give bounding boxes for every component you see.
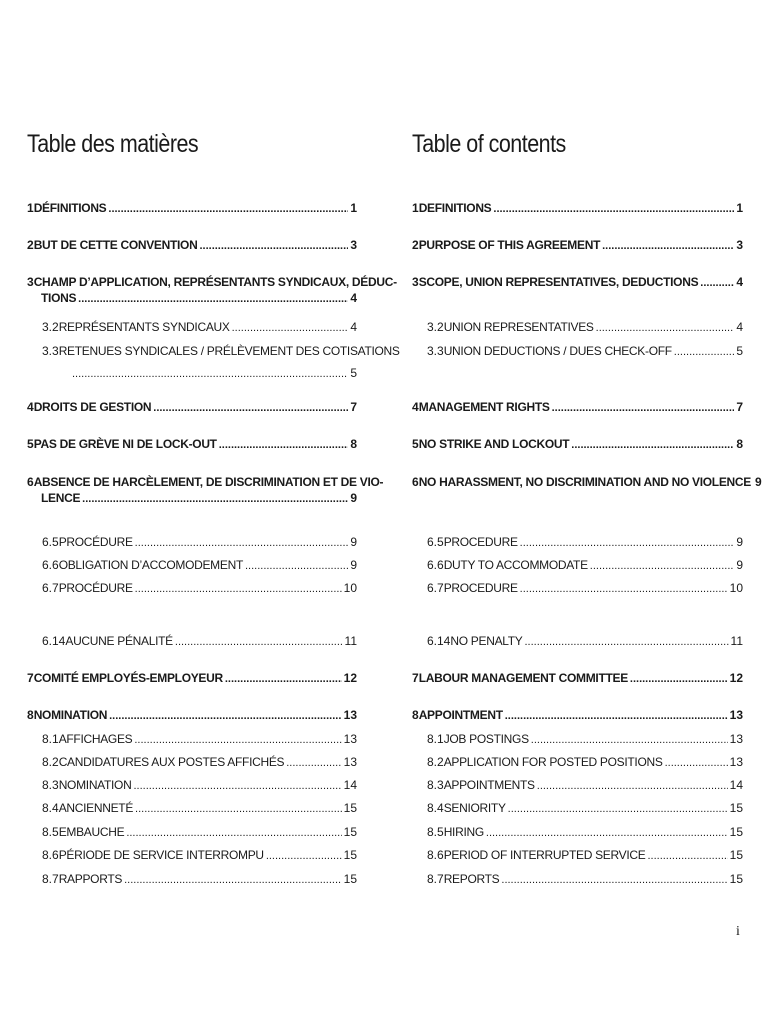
entry-page: 7 <box>350 400 357 414</box>
toc-entry-8-6[interactable] <box>27 847 357 864</box>
toc-entry-1[interactable] <box>412 200 743 217</box>
entry-page: 8 <box>350 437 357 451</box>
entry-label-line2: LENCE <box>41 491 81 505</box>
entry-page: 4 <box>736 320 743 334</box>
entry-number: 3 <box>27 275 34 289</box>
entry-number: 8 <box>27 708 34 722</box>
toc-entry-6[interactable] <box>412 474 762 491</box>
entry-label: SENIORITY <box>443 801 506 815</box>
toc-entry-4[interactable] <box>412 399 743 416</box>
entry-page: 9 <box>350 558 357 572</box>
entry-page: 10 <box>343 581 357 595</box>
entry-page: 12 <box>729 671 743 685</box>
entry-label: DÉFINITIONS <box>33 201 107 215</box>
entry-label: PROCÉDURE <box>58 581 133 595</box>
dot-leader <box>508 800 728 817</box>
entry-number: 8.5 <box>427 825 444 839</box>
entry-label: NO HARASSMENT, NO DISCRIMINATION AND NO VIOLENCE <box>418 475 751 489</box>
toc-entry-8-1[interactable] <box>412 731 743 748</box>
toc-entry-6-5[interactable] <box>412 534 743 551</box>
toc-entry-6-5[interactable] <box>27 534 357 551</box>
entry-page: 3 <box>736 238 743 252</box>
entry-number: 1 <box>27 201 34 215</box>
entry-page: 9 <box>350 491 357 505</box>
dot-leader <box>134 731 341 748</box>
entry-page: 15 <box>729 872 743 886</box>
entry-number: 8.7 <box>427 872 444 886</box>
dot-leader <box>108 200 348 217</box>
entry-number: 6.5 <box>42 535 59 549</box>
entry-label: HIRING <box>443 825 484 839</box>
entry-label: RETENUES SYNDICALES / PRÉLÈVEMENT DES COTISATIONS <box>58 344 400 358</box>
entry-label: APPLICATION FOR POSTED POSITIONS <box>443 755 663 769</box>
dot-leader <box>674 343 735 360</box>
dot-leader <box>135 534 349 551</box>
entry-page: 13 <box>343 732 357 746</box>
entry-number: 8.1 <box>42 732 59 746</box>
dot-leader <box>520 534 735 551</box>
entry-number: 8.6 <box>42 848 59 862</box>
entry-page: 15 <box>729 848 743 862</box>
toc-entry-6-14[interactable] <box>412 633 743 650</box>
toc-entry-6-6[interactable] <box>27 557 357 574</box>
dot-leader <box>665 754 728 771</box>
toc-entry-8-2[interactable] <box>27 754 357 771</box>
dot-leader <box>225 670 342 687</box>
toc-entry-3-2[interactable] <box>412 319 743 336</box>
entry-number: 3.2 <box>42 320 59 334</box>
entry-page: 11 <box>730 634 743 648</box>
entry-number: 8.4 <box>427 801 444 815</box>
toc-entry-8-4[interactable] <box>412 800 743 817</box>
entry-label: ANCIENNETÉ <box>58 801 134 815</box>
dot-leader <box>590 557 735 574</box>
toc-title-french: Table des matières <box>27 130 199 158</box>
dot-leader <box>700 274 734 291</box>
entry-label: PÉRIODE DE SERVICE INTERROMPU <box>58 848 264 862</box>
entry-number: 4 <box>412 400 419 414</box>
dot-leader <box>72 365 348 382</box>
toc-entry-8-2[interactable] <box>412 754 743 771</box>
toc-entry-1[interactable] <box>27 200 357 217</box>
entry-label-line1: ABSENCE DE HARCÈLEMENT, DE DISCRIMINATION ET DE VIO- <box>33 475 384 489</box>
dot-leader <box>266 847 342 864</box>
toc-entry-3[interactable] <box>27 274 397 307</box>
entry-number: 6.7 <box>42 581 59 595</box>
dot-leader <box>153 399 348 416</box>
entry-number: 8.1 <box>427 732 444 746</box>
entry-number: 7 <box>412 671 419 685</box>
entry-number: 8.2 <box>427 755 444 769</box>
toc-entry-8[interactable] <box>27 707 357 724</box>
dot-leader <box>135 580 342 597</box>
toc-entry-3-2[interactable] <box>27 319 357 336</box>
entry-label-line1: CHAMP D’APPLICATION, REPRÉSENTANTS SYNDICAUX, DÉDUC- <box>33 275 397 289</box>
entry-number: 6.7 <box>427 581 444 595</box>
dot-leader <box>647 847 727 864</box>
dot-leader <box>486 824 728 841</box>
dot-leader <box>124 871 342 888</box>
dot-leader <box>78 290 348 307</box>
entry-page: 15 <box>343 825 357 839</box>
dot-leader <box>175 633 343 650</box>
dot-leader <box>109 707 342 724</box>
entry-number: 8.5 <box>42 825 59 839</box>
entry-page: 1 <box>350 201 357 215</box>
entry-number: 8.6 <box>427 848 444 862</box>
entry-label: APPOINTMENT <box>418 708 503 722</box>
entry-label: OBLIGATION D’ACCOMODEMENT <box>58 558 243 572</box>
toc-entry-5[interactable] <box>412 436 743 453</box>
entry-label: PERIOD OF INTERRUPTED SERVICE <box>443 848 646 862</box>
page-number: i <box>736 924 740 939</box>
entry-page: 9 <box>736 535 743 549</box>
entry-number: 8.3 <box>427 778 444 792</box>
toc-entry-8-3[interactable] <box>27 777 357 794</box>
toc-entry-7[interactable] <box>27 670 357 687</box>
entry-page: 13 <box>729 755 743 769</box>
entry-label: MANAGEMENT RIGHTS <box>418 400 550 414</box>
toc-entry-8-7[interactable] <box>27 871 357 888</box>
entry-label: CANDIDATURES AUX POSTES AFFICHÉS <box>58 755 285 769</box>
entry-page: 5 <box>350 366 357 380</box>
entry-page: 7 <box>736 400 743 414</box>
entry-page: 4 <box>350 291 357 305</box>
dot-leader <box>126 824 341 841</box>
entry-number: 8.4 <box>42 801 59 815</box>
entry-label: UNION DEDUCTIONS / DUES CHECK-OFF <box>443 344 672 358</box>
toc-entry-7[interactable] <box>412 670 743 687</box>
entry-label: NOMINATION <box>58 778 132 792</box>
entry-page: 12 <box>343 671 357 685</box>
entry-number: 5 <box>27 437 34 451</box>
toc-entry-6-6[interactable] <box>412 557 743 574</box>
entry-number: 2 <box>412 238 419 252</box>
toc-entry-4[interactable] <box>27 399 357 416</box>
entry-label: UNION REPRESENTATIVES <box>443 320 594 334</box>
entry-page: 9 <box>736 558 743 572</box>
dot-leader <box>537 777 728 794</box>
entry-label: LABOUR MANAGEMENT COMMITTEE <box>418 671 628 685</box>
entry-number: 6.5 <box>427 535 444 549</box>
entry-label-line2: TIONS <box>41 291 77 305</box>
entry-page: 13 <box>729 732 743 746</box>
entry-number: 6.6 <box>42 558 59 572</box>
entry-page: 14 <box>729 778 743 792</box>
entry-page: 15 <box>343 801 357 815</box>
dot-leader <box>596 319 735 336</box>
entry-label: DROITS DE GESTION <box>33 400 152 414</box>
entry-page: 9 <box>350 535 357 549</box>
entry-label: BUT DE CETTE CONVENTION <box>33 238 198 252</box>
entry-number: 8.2 <box>42 755 59 769</box>
entry-page: 5 <box>736 344 743 358</box>
dot-leader <box>232 319 349 336</box>
entry-page: 10 <box>729 581 743 595</box>
entry-label: COMITÉ EMPLOYÉS-EMPLOYEUR <box>33 671 223 685</box>
entry-label: AFFICHAGES <box>58 732 133 746</box>
entry-label: EMBAUCHE <box>58 825 125 839</box>
toc-entry-3-3[interactable] <box>412 343 743 360</box>
entry-number: 6.14 <box>42 634 66 648</box>
toc-entry-6-14[interactable] <box>27 633 357 650</box>
entry-number: 4 <box>27 400 34 414</box>
toc-entry-8[interactable] <box>412 707 743 724</box>
toc-entry-3[interactable] <box>412 274 743 291</box>
entry-number: 6.6 <box>427 558 444 572</box>
entry-label: REPORTS <box>443 872 500 886</box>
dot-leader <box>531 731 728 748</box>
toc-entry-8-4[interactable] <box>27 800 357 817</box>
entry-number: 3.2 <box>427 320 444 334</box>
entry-label: SCOPE, UNION REPRESENTATIVES, DEDUCTIONS <box>418 275 699 289</box>
toc-entry-8-7[interactable] <box>412 871 743 888</box>
dot-leader <box>82 490 348 507</box>
entry-label: APPOINTMENTS <box>443 778 535 792</box>
entry-number: 8 <box>412 708 419 722</box>
dot-leader <box>133 777 341 794</box>
entry-page: 13 <box>729 708 743 722</box>
toc-entry-8-1[interactable] <box>27 731 357 748</box>
toc-entry-8-6[interactable] <box>412 847 743 864</box>
entry-label: PURPOSE OF THIS AGREEMENT <box>418 238 601 252</box>
dot-leader <box>552 399 735 416</box>
entry-number: 6 <box>412 475 419 489</box>
entry-page: 3 <box>350 238 357 252</box>
dot-leader <box>135 800 342 817</box>
entry-label: PROCEDURE <box>443 535 518 549</box>
toc-entry-6-7[interactable] <box>412 580 743 597</box>
toc-entry-3-3[interactable] <box>27 343 400 382</box>
entry-number: 7 <box>27 671 34 685</box>
entry-label: PROCEDURE <box>443 581 518 595</box>
entry-page: 15 <box>343 872 357 886</box>
entry-page: 15 <box>729 801 743 815</box>
entry-number: 1 <box>412 201 419 215</box>
entry-label: DEFINITIONS <box>418 201 492 215</box>
dot-leader <box>501 871 727 888</box>
entry-label: NOMINATION <box>33 708 108 722</box>
entry-page: 4 <box>350 320 357 334</box>
entry-label: REPRÉSENTANTS SYNDICAUX <box>58 320 230 334</box>
entry-number: 5 <box>412 437 419 451</box>
dot-leader <box>630 670 728 687</box>
toc-title-english: Table of contents <box>412 130 566 158</box>
entry-page: 13 <box>343 755 357 769</box>
entry-label: AUCUNE PÉNALITÉ <box>65 634 173 648</box>
dot-leader <box>286 754 341 771</box>
entry-page: 15 <box>343 848 357 862</box>
entry-label: JOB POSTINGS <box>443 732 529 746</box>
entry-number: 3.3 <box>427 344 444 358</box>
entry-page: 1 <box>736 201 743 215</box>
entry-page: 9 <box>754 475 762 489</box>
entry-number: 6 <box>27 475 34 489</box>
entry-number: 8.7 <box>42 872 59 886</box>
dot-leader <box>493 200 734 217</box>
entry-number: 8.3 <box>42 778 59 792</box>
entry-page: 11 <box>344 634 357 648</box>
toc-entry-8-5[interactable] <box>27 824 357 841</box>
dot-leader <box>245 557 348 574</box>
toc-entry-8-5[interactable] <box>412 824 743 841</box>
dot-leader <box>199 237 348 254</box>
toc-entry-6-7[interactable] <box>27 580 357 597</box>
dot-leader <box>505 707 728 724</box>
dot-leader <box>525 633 729 650</box>
entry-number: 2 <box>27 238 34 252</box>
dot-leader <box>520 580 728 597</box>
entry-number: 3 <box>412 275 419 289</box>
entry-number: 3.3 <box>42 344 59 358</box>
entry-number: 6.14 <box>427 634 451 648</box>
entry-label: DUTY TO ACCOMMODATE <box>443 558 588 572</box>
toc-entry-6[interactable] <box>27 474 384 507</box>
toc-entry-8-3[interactable] <box>412 777 743 794</box>
dot-leader <box>571 436 734 453</box>
toc-entry-2[interactable] <box>27 237 357 254</box>
entry-label: NO PENALTY <box>450 634 523 648</box>
entry-label: NO STRIKE AND LOCKOUT <box>418 437 570 451</box>
toc-entry-5[interactable] <box>27 436 357 453</box>
entry-label: RAPPORTS <box>58 872 123 886</box>
entry-label: PAS DE GRÈVE NI DE LOCK-OUT <box>33 437 217 451</box>
entry-label: PROCÉDURE <box>58 535 133 549</box>
entry-page: 8 <box>736 437 743 451</box>
toc-entry-2[interactable] <box>412 237 743 254</box>
entry-page: 15 <box>729 825 743 839</box>
dot-leader <box>602 237 734 254</box>
entry-page: 4 <box>736 275 743 289</box>
entry-page: 13 <box>343 708 357 722</box>
entry-page: 14 <box>343 778 357 792</box>
dot-leader <box>219 436 349 453</box>
